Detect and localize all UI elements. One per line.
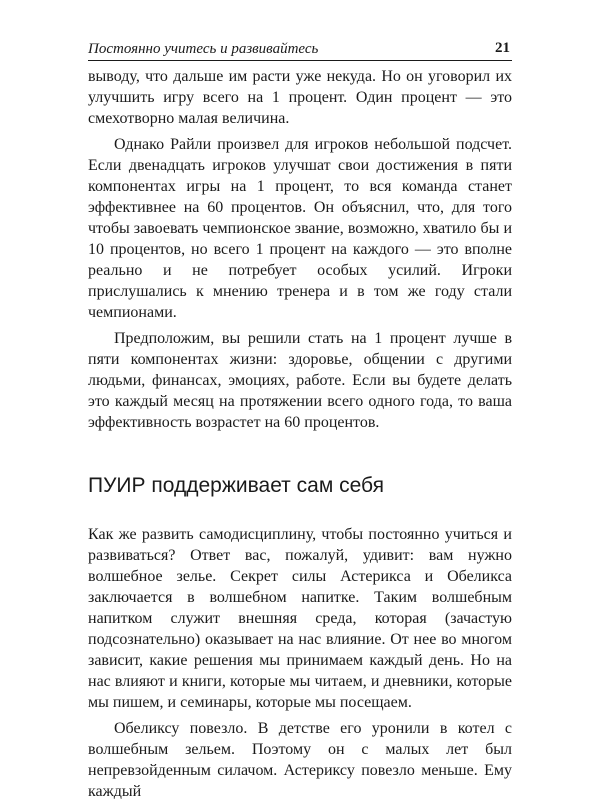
paragraph-1: выводу, что дальше им расти уже некуда. Но он уговорил их улучшить игру всего на 1 процент. Один процент — это смехотворно малая величина. [88,68,512,127]
page-number: 21 [495,40,510,56]
section-heading: ПУИР поддерживает сам себя [88,474,384,497]
running-header [88,40,512,61]
paragraph-5: Обеликсу повезло. В детстве его уронили в котел с волшебным зельем. Поэтому он с малых лет был непревзойденным силачом. Астериксу повезло меньше. Ему каждый [88,720,512,800]
running-title: Постоянно учитесь и развивайтесь [88,41,319,57]
paragraph-2: Однако Райли произвел для игроков небольшой подсчет. Если двенадцать игроков улучшат свои достижения в пяти компонентах игры на 1 процент, то вся команда станет эффективнее на 60 процентов. Он объяснил, что, для того чтобы завоевать чемпионское звание, возможно, хватило бы и 10 процентов, но всего 1 процент на каждого — это вполне реально и не потребует особых усилий. Игроки прислушались к мнению тренера и в том же году стали чемпионами. [88,136,512,321]
paragraph-4: Как же развить самодисциплину, чтобы постоянно учиться и развиваться? Ответ вас, пожалуй, удивит: вам нужно волшебное зелье. Секрет силы Астерикса и Обеликса заключается в волшебном напитке. Таким волшебным напитком служит внешняя среда, которая (зачастую подсознательно) оказывает на нас влияние. От нее во многом зависит, какие решения мы принимаем каждый день. Но на нас влияют и книги, которые мы читаем, и дневники, которые мы пишем, и семинары, которые мы посещаем. [88,526,512,711]
paragraph-3: Предположим, вы решили стать на 1 процент лучше в пяти компонентах жизни: здоровье, общении с другими людьми, финансах, эмоциях, работе. Если вы будете делать это каждый месяц на протяжении всего одного года, то ваша эффективность возрастет на 60 процентов. [88,330,512,431]
page-body [88,66,512,802]
